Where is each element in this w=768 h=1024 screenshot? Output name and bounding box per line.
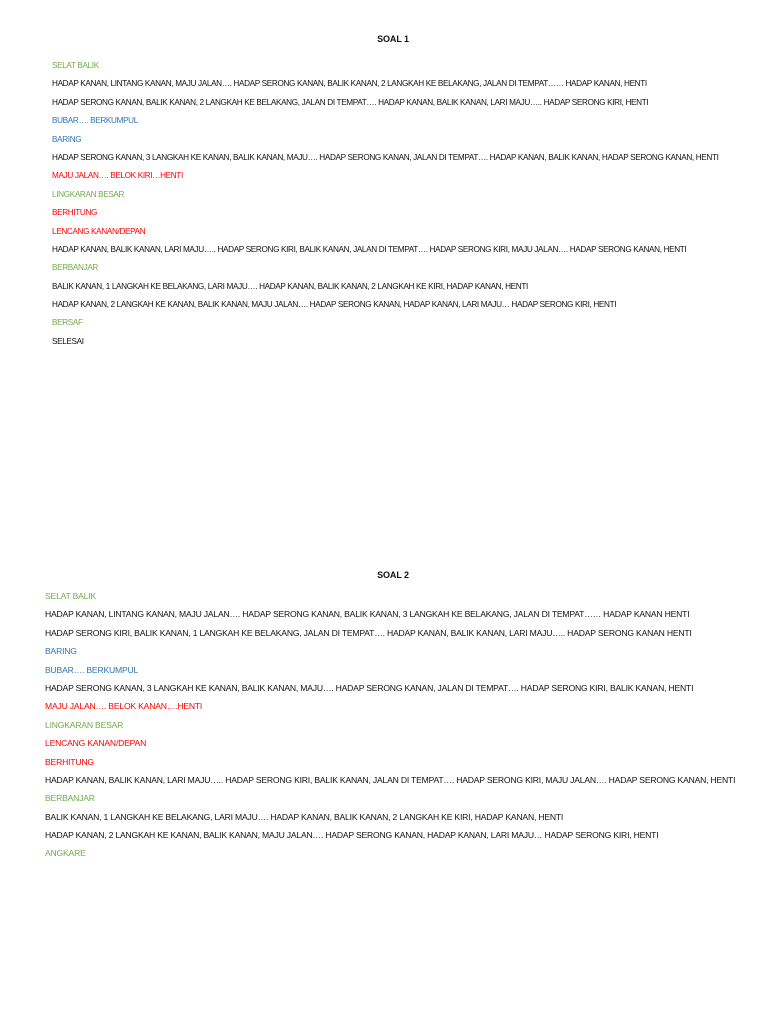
instruction-line: SELESAI	[52, 336, 84, 346]
instruction-line: SELAT BALIK	[52, 61, 99, 70]
soal-2-title: SOAL 2	[377, 570, 409, 580]
instruction-line: HADAP SERONG KANAN, 3 LANGKAH KE KANAN, BALIK KANAN, MAJU…. HADAP SERONG KANAN, JALAN DI TEMPAT…. HADAP SERONG KIRI, BALIK KANAN, HENTI	[45, 682, 694, 693]
instruction-line: ANGKARE	[45, 848, 86, 859]
soal-1-title: SOAL 1	[377, 34, 409, 44]
instruction-line: LENCANG KANAN/DEPAN	[45, 738, 147, 749]
instruction-line: HADAP SERONG KANAN, 3 LANGKAH KE KANAN, BALIK KANAN, MAJU…. HADAP SERONG KANAN, JALAN DI TEMPAT…. HADAP KANAN, BALIK KANAN, HADAP SERONG KANAN, HENTI	[52, 152, 719, 162]
instruction-line: LINGKARAN BESAR	[52, 189, 125, 199]
instruction-line: BERBANJAR	[52, 263, 98, 273]
instruction-line: BUBAR…. BERKUMPUL	[45, 664, 139, 675]
instruction-line: BERHITUNG	[45, 756, 94, 767]
instruction-line: HADAP SERONG KANAN, BALIK KANAN, 2 LANGKAH KE BELAKANG, JALAN DI TEMPAT…. HADAP KANAN, BALIK KANAN, LARI MAJU….. HADAP SERONG KIRI, HENTI	[52, 97, 649, 107]
instruction-line: BERHITUNG	[52, 208, 98, 218]
soal-1-instruction-list	[52, 57, 719, 351]
instruction-line: SELAT BALIK	[45, 591, 96, 601]
instruction-line: BALIK KANAN, 1 LANGKAH KE BELAKANG, LARI MAJU…. HADAP KANAN, BALIK KANAN, 2 LANGKAH KE KIRI, HADAP KANAN, HENTI	[45, 811, 564, 822]
instruction-line: HADAP KANAN, LINTANG KANAN, MAJU JALAN…. HADAP SERONG KANAN, BALIK KANAN, 3 LANGKAH KE BELAKANG, JALAN DI TEMPAT…… HADAP KANAN HENTI	[45, 609, 690, 620]
instruction-line: MAJU JALAN…. BELOK KANAN….HENTI	[45, 701, 203, 712]
instruction-line: BARING	[45, 646, 77, 657]
instruction-line: LINGKARAN BESAR	[45, 719, 124, 730]
instruction-line: HADAP KANAN, BALIK KANAN, LARI MAJU….. HADAP SERONG KIRI, BALIK KANAN, JALAN DI TEMPAT…. HADAP SERONG KIRI, MAJU JALAN…. HADAP SERONG KANAN, HENTI	[52, 244, 687, 254]
instruction-line: HADAP SERONG KIRI, BALIK KANAN, 1 LANGKAH KE BELAKANG, JALAN DI TEMPAT…. HADAP KANAN, BALIK KANAN, LARI MAJU….. HADAP SERONG KANAN HENTI	[45, 627, 692, 638]
instruction-line: HADAP KANAN, BALIK KANAN, LARI MAJU….. HADAP SERONG KIRI, BALIK KANAN, JALAN DI TEMPAT…. HADAP SERONG KIRI, MAJU JALAN…. HADAP SERONG KANAN, HENTI	[45, 774, 736, 785]
instruction-line: BARING	[52, 134, 82, 144]
instruction-line: BALIK KANAN, 1 LANGKAH KE BELAKANG, LARI MAJU…. HADAP KANAN, BALIK KANAN, 2 LANGKAH KE KIRI, HADAP KANAN, HENTI	[52, 281, 528, 291]
instruction-line: LENCANG KANAN/DEPAN	[52, 226, 146, 236]
soal-2-instruction-list	[45, 587, 735, 863]
instruction-line: BUBAR…. BERKUMPUL	[52, 116, 138, 126]
instruction-line: BERSAF	[52, 318, 83, 328]
instruction-line: HADAP KANAN, LINTANG KANAN, MAJU JALAN…. HADAP SERONG KANAN, BALIK KANAN, 2 LANGKAH KE BELAKANG, JALAN DI TEMPAT…… HADAP KANAN, HENTI	[52, 79, 647, 89]
instruction-line: HADAP KANAN, 2 LANGKAH KE KANAN, BALIK KANAN, MAJU JALAN…. HADAP SERONG KANAN, HADAP KANAN, LARI MAJU… HADAP SERONG KIRI, HENTI	[45, 830, 659, 841]
instruction-line: HADAP KANAN, 2 LANGKAH KE KANAN, BALIK KANAN, MAJU JALAN…. HADAP SERONG KANAN, HADAP KANAN, LARI MAJU… HADAP SERONG KIRI, HENTI	[52, 300, 617, 310]
instruction-line: BERBANJAR	[45, 793, 95, 804]
instruction-line: MAJU JALAN…. BELOK KIRI…HENTI	[52, 171, 183, 181]
